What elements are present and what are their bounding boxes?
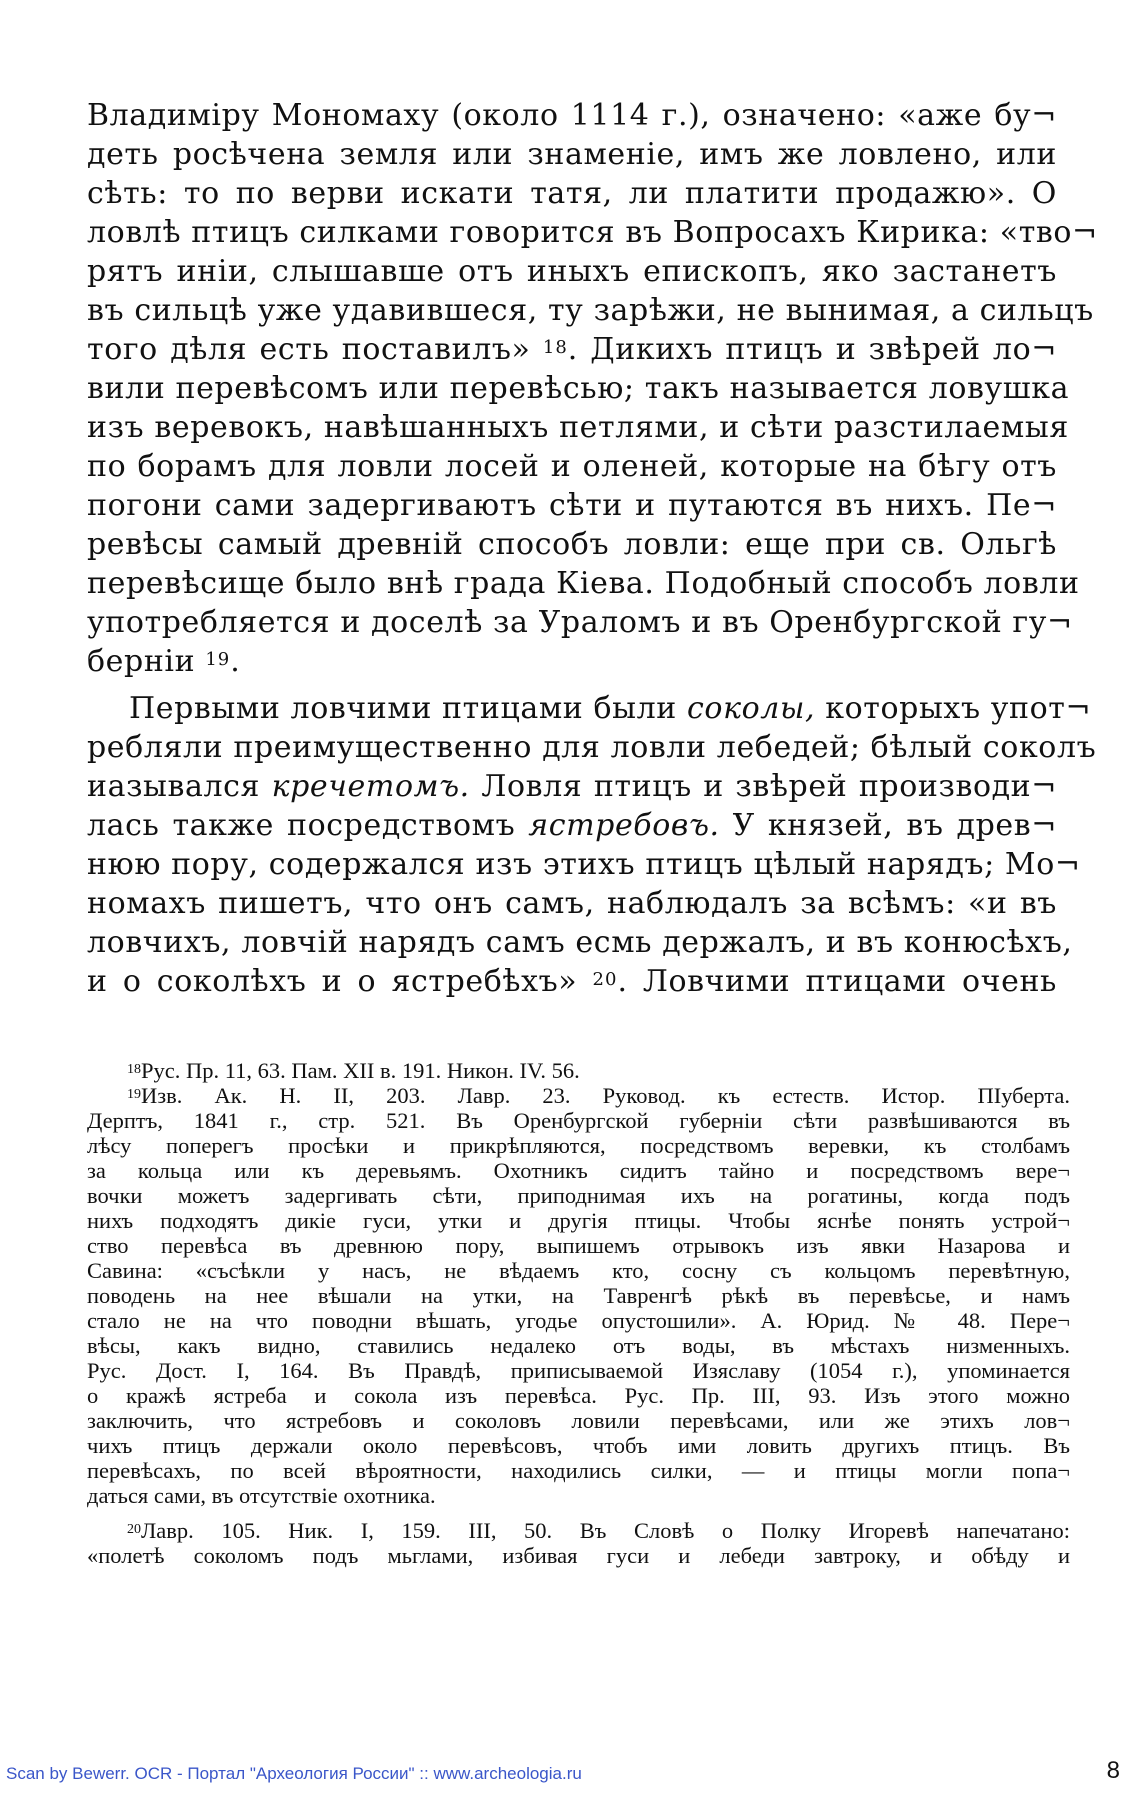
footnote-19 [87,1083,1070,1508]
text-line: сѣть: то по верви искати татя, ли платити продажю». О [87,176,1057,211]
text-run: . Ловчими птицами очень [617,964,1057,999]
footnote-18 [87,1058,1070,1083]
footnotes [87,1058,1070,1568]
text-run: . [230,644,241,679]
footnote-line: поводень на нее вѣшали на утки, на Тавренгѣ рѣкѣ въ перевѣсье, и намъ [87,1283,1070,1308]
scan-credit: Scan by Bewerr. OCR - Портал "Археология России" :: www.archeologia.ru [6,1764,582,1783]
footnote-number: 20 [127,1522,141,1537]
text-run: того дѣля есть поставилъ» [87,332,531,367]
text-run: . Дикихъ птицъ и звѣрей ло¬ [567,332,1057,367]
footnote-line: Савина: «съсѣкли у насъ, не вѣдаемъ кто, сосну съ кольцомъ перевѣтную, [87,1258,1070,1283]
text-line: номахъ пишетъ, что онъ самъ, наблюдалъ за всѣмъ: «и въ [87,886,1057,921]
text-line: погони сами задергиваютъ сѣти и путаются въ нихъ. Пе¬ [87,488,1057,523]
text-line: рятъ иніи, слышавше отъ иныхъ епископъ, яко застанетъ [87,254,1057,289]
text-line [87,642,1057,681]
text-line: ревѣсы самый древній способъ ловли: еще при св. Ольгѣ [87,527,1057,562]
footnote-line: заключить, что ястребовъ и соколовъ ловили перевѣсами, или же этихъ лов¬ [87,1408,1070,1433]
footnote-line: «полетѣ соколомъ подъ мьглами, избивая гуси и лебеди завтроку, и обѣду и [87,1543,1070,1568]
italic-term: кречетомъ. [271,769,470,804]
text-run: иазывался [87,769,272,804]
footnote-line: Рус. Дост. I, 164. Въ Правдѣ, приписываемой Изяславу (1054 г.), упоминается [87,1358,1070,1383]
text-run: и о соколѣхъ и о ястребѣхъ» [87,964,578,999]
text-run: У князей, въ древ¬ [719,808,1057,843]
text-line: ловчихъ, ловчій нарядъ самъ есмь держалъ, и въ конюсѣхъ, [87,925,1073,960]
italic-term: соколы, [687,691,816,726]
footnote-line: о кражѣ ястреба и сокола изъ перевѣса. Рус. Пр. III, 93. Изъ этого можно [87,1383,1070,1408]
footnote-line: нихъ подходятъ дикіе гуси, утки и другія птицы. Чтобы яснѣе понять устрой¬ [87,1208,1070,1233]
text-run: Первыми ловчими птицами были [129,691,688,726]
text-line: деть росѣчена земля или знаменіе, имъ же ловлено, или [87,137,1057,172]
text-run: Ловля птицъ и звѣрей производи¬ [469,769,1058,804]
text-line [87,806,1057,845]
text-run: которыхъ упот¬ [815,691,1092,726]
footnote-line: перевѣсахъ, по всей вѣроятности, находились силки, — и птицы могли попа¬ [87,1458,1070,1483]
footnote-line [87,1518,1070,1543]
footnote-line: Дерптъ, 1841 г., стр. 521. Въ Оренбургской губерніи сѣти развѣшиваются въ [87,1108,1070,1133]
footnote-line: вочки можетъ задергивать сѣти, приподнимая ихъ на рогатины, когда подъ [87,1183,1070,1208]
main-text [87,96,1098,1001]
footnote-line: вѣсы, какъ видно, ставились недалеко отъ воды, въ мѣстахъ низменныхъ. [87,1333,1070,1358]
footnote-line [87,1083,1070,1108]
text-line: ловлѣ птицъ силками говорится въ Вопросахъ Кирика: «тво¬ [87,215,1098,250]
footnote-line: чихъ птицъ держали около перевѣсовъ, чтобъ ими ловить другихъ птицъ. Въ [87,1433,1070,1458]
text-run: берніи [87,644,196,679]
footnote-line: лѣсу поперегъ просѣки и прикрѣпляются, посредствомъ веревки, къ столбамъ [87,1133,1070,1158]
footnote-line: даться сами, въ отсутствіе охотника. [87,1483,436,1508]
text-run: лась также посредствомъ [87,808,529,843]
text-line: нюю пору, содержался изъ этихъ птицъ цѣлый нарядъ; Мо¬ [87,847,1081,882]
footnote-number: 19 [127,1087,141,1102]
text-line: вили перевѣсомъ или перевѣсью; такъ называется ловушка [87,371,1070,406]
text-line: Владиміру Мономаху (около 1114 г.), означено: «аже бу¬ [87,98,1057,133]
footnote-ref[interactable]: 20 [592,969,618,990]
text-line: перевѣсище было внѣ града Кіева. Подобный способъ ловли [87,566,1080,601]
footnote-ref[interactable]: 19 [205,649,231,670]
text-run: Изв. Ак. Н. II, 203. Лавр. 23. Руковод. къ естеств. Истор. ПІуберта. [141,1083,1070,1108]
page-number: 8 [1106,1757,1120,1784]
footnote-line [87,1058,1070,1083]
text-line: изъ веревокъ, навѣшанныхъ петлями, и сѣти разстилаемыя [87,410,1069,445]
text-line: употребляется и доселѣ за Ураломъ и въ Оренбургской гу¬ [87,605,1073,640]
text-run: Лавр. 105. Ник. I, 159. III, 50. Въ Словѣ о Полку Игоревѣ напечатано: [141,1518,1070,1543]
footnote-line: за кольца или къ деревьямъ. Охотникъ сидитъ тайно и посредствомъ вере¬ [87,1158,1070,1183]
text-line [87,330,1057,369]
footnote-20 [87,1518,1070,1568]
text-line [87,689,1092,728]
text-line [87,962,1057,1001]
footnote-line: стало не на что поводни вѣшать, угодье опустошили». А. Юрид. № 48. Пере¬ [87,1308,1070,1333]
footnote-line: ство перевѣса въ древнюю пору, выпишемъ отрывокъ изъ явки Назарова и [87,1233,1070,1258]
text-line: ребляли преимущественно для ловли лебедей; бѣлый соколъ [87,730,1097,765]
italic-term: ястребовъ. [528,808,720,843]
footnote-ref[interactable]: 18 [542,337,568,358]
text-line [87,767,1057,806]
text-line: по борамъ для ловли лосей и оленей, которые на бѣгу отъ [87,449,1057,484]
footnote-number: 18 [127,1062,141,1077]
text-run: Рус. Пр. 11, 63. Пам. XII в. 191. Никон. IV. 56. [141,1058,580,1083]
text-line: въ сильцѣ уже удавившеся, ту зарѣжи, не вынимая, а сильцъ [87,293,1094,328]
